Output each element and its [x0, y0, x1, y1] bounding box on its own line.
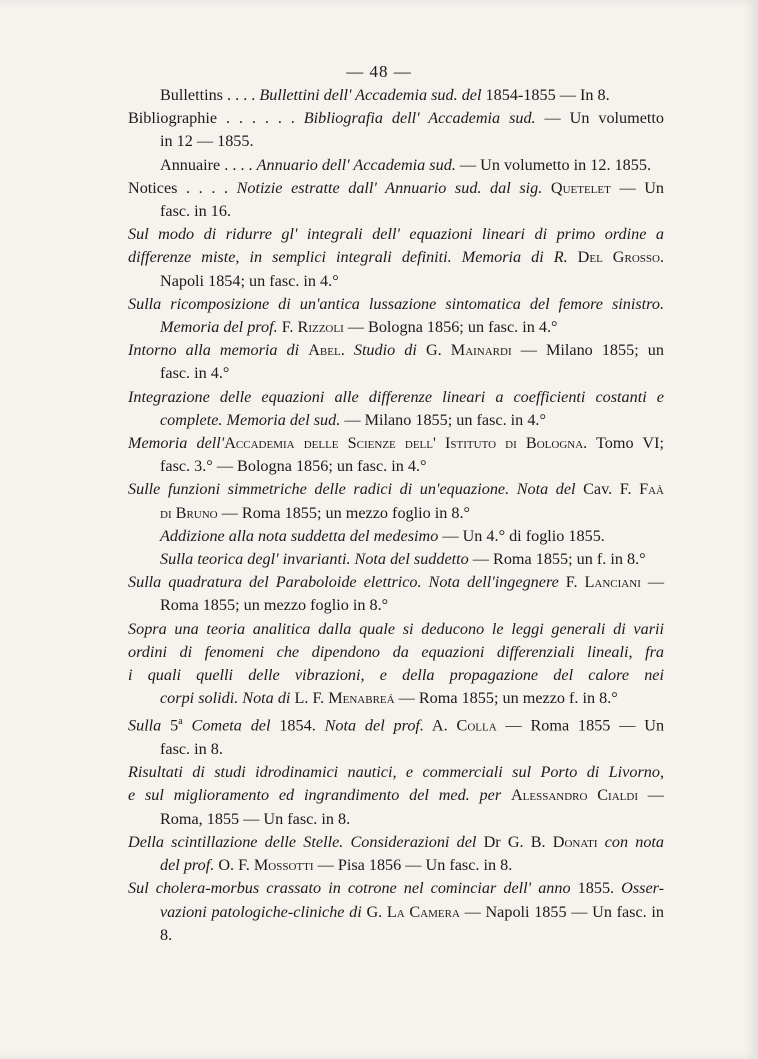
- entry-line: [128, 107, 665, 130]
- entry-text: Annuaire . . . .: [160, 155, 257, 174]
- entry-line: [128, 664, 664, 687]
- entry-line: [160, 154, 664, 177]
- entry-text: — Roma 1855; un mezzo foglio in 8.°: [217, 503, 471, 522]
- italic-text: Sulle funzioni simmetriche delle radici di un'equazione. Nota del: [128, 480, 576, 499]
- italic-text: Intorno alla memoria di: [128, 341, 300, 360]
- publication-entry: [128, 177, 664, 223]
- entry-text: — Pisa 1856 — Un fasc. in 8.: [313, 856, 513, 875]
- entry-text: — Un volumetto in 12. 1855.: [455, 155, 651, 174]
- italic-text: Nota del prof.: [324, 716, 424, 735]
- italic-text: e sul miglioramento ed ingrandimento del med. per: [128, 786, 502, 805]
- entry-line: [160, 548, 664, 571]
- entry-text: [568, 248, 578, 266]
- italic-text: Sulla: [128, 716, 162, 735]
- publication-entry: [128, 548, 664, 571]
- entry-line: [128, 571, 665, 594]
- entry-text: 5: [161, 716, 179, 735]
- entry-text: — Roma 1855 — Un: [496, 716, 665, 735]
- italic-text: Sul modo di ridurre gl' integrali dell' equazioni lineari di primo ordine a: [128, 225, 664, 244]
- entry-text: Napoli 1854; un fasc. in 4.°: [160, 271, 339, 290]
- entry-text: Tomo VI;: [587, 434, 664, 453]
- publication-entry: [128, 618, 664, 711]
- author-name: Abel.: [308, 341, 345, 360]
- italic-text: Sulla ricomposizione di un'antica lussazione sintomatica del femore sinistro.: [128, 294, 664, 313]
- entry-line: [160, 84, 664, 107]
- entry-text: — Milano 1855; un: [511, 341, 664, 360]
- italic-text: Notizie estratte dall' Annuario sud. dal sig.: [236, 178, 543, 197]
- italic-text: Cometa del: [191, 716, 271, 735]
- entry-text: Bullettins . . . .: [160, 86, 260, 104]
- italic-text: Sopra una teoria analitica dalla quale si deducono le leggi generali di varii: [128, 619, 664, 638]
- publication-entry: [128, 293, 664, 339]
- italic-text: Addizione alla nota suddetta del medesimo: [160, 526, 439, 545]
- entry-text: [501, 786, 511, 804]
- entry-line: [128, 339, 664, 362]
- italic-text: Della scintillazione delle Stelle. Considerazioni del: [128, 832, 477, 851]
- entry-text: — Bologna 1856; un fasc. in 4.°: [343, 318, 558, 337]
- entry-line: [160, 687, 664, 710]
- entry-text: a: [178, 716, 183, 728]
- entry-text: [299, 341, 308, 359]
- italic-text: Memoria dell': [128, 434, 225, 453]
- entry-line: [128, 761, 664, 784]
- author-name: Accademia delle Scienze dell' Istituto di Bologna.: [224, 434, 588, 453]
- entry-text: — Roma 1855; un mezzo f. in 8.°: [394, 689, 618, 708]
- publication-entry: [128, 84, 664, 107]
- italic-text: i quali quelli delle vibrazioni, e della propagazione del calore nei: [128, 666, 664, 685]
- entry-line: [160, 502, 664, 525]
- publication-list: [128, 84, 664, 947]
- author-name: Quetelet: [550, 178, 611, 197]
- italic-text: Sulla teorica degl' invarianti. Nota del suddetto: [160, 550, 469, 569]
- italic-text: ordini di fenomeni che dipendono da equazioni differenziali lineali, fra: [128, 642, 664, 661]
- entry-line: [128, 478, 664, 501]
- author-name: Lanciani: [584, 573, 641, 592]
- author-name: Faà: [639, 480, 664, 499]
- italic-text: Studio di: [353, 341, 417, 360]
- entry-line: [128, 877, 665, 900]
- entry-text: — Un 4.° di foglio 1855.: [438, 526, 605, 545]
- italic-text: Integrazione delle equazioni alle differenze lineari a coefficienti costanti e: [128, 387, 664, 406]
- publication-entry: [128, 432, 664, 478]
- entry-text: fasc. in 4.°: [160, 364, 230, 383]
- author-name: Menabreá: [328, 689, 395, 708]
- entry-line: [128, 618, 664, 641]
- entry-text: A.: [423, 716, 457, 735]
- entry-line: [160, 808, 664, 831]
- entry-text: fasc. 3.° — Bologna 1856; un fasc. in 4.°: [160, 457, 427, 476]
- entry-line: [160, 270, 664, 293]
- italic-text: Memoria del prof.: [160, 318, 278, 337]
- entry-text: [345, 341, 354, 359]
- entry-line: [128, 641, 664, 664]
- entry-text: 1855.: [570, 879, 622, 898]
- publication-entry: [128, 761, 664, 831]
- entry-line: [160, 362, 664, 385]
- italic-text: Bullettini dell' Accademia sud. del: [259, 86, 482, 104]
- entry-line: [128, 246, 664, 269]
- entry-text: — Milano 1855; un fasc. in 4.°: [340, 410, 546, 429]
- publication-entry: [128, 710, 664, 761]
- italic-text: vazioni patologiche-cliniche di: [160, 902, 362, 921]
- italic-text: Sulla quadratura del Paraboloide elettrico. Nota dell'ingegnere: [128, 573, 559, 592]
- entry-line: [160, 409, 664, 432]
- entry-text: G.: [361, 902, 387, 921]
- entry-line: [160, 200, 664, 223]
- entry-text: in 12 — 1855.: [160, 132, 254, 151]
- entry-text: F.: [558, 573, 585, 592]
- entry-text: G.: [416, 341, 451, 360]
- publication-entry: [128, 478, 664, 524]
- publication-entry: [128, 154, 664, 177]
- entry-text: 1854-1855 — In 8.: [481, 86, 610, 104]
- entry-line: [128, 784, 664, 807]
- entry-text: fasc. in 8.: [160, 740, 223, 759]
- entry-text: Dr G. B.: [476, 832, 553, 851]
- entry-text: O. F.: [214, 856, 254, 875]
- entry-line: [160, 525, 664, 548]
- author-name: Mainardi: [450, 341, 512, 360]
- italic-text: con nota: [604, 832, 665, 851]
- publication-entry: [128, 525, 664, 548]
- entry-line: [128, 293, 664, 316]
- entry-text: F.: [277, 318, 298, 337]
- entry-text: fasc. in 16.: [160, 202, 232, 221]
- author-name: Alessandro Cialdi: [510, 786, 638, 805]
- entry-text: L. F.: [290, 689, 329, 708]
- publication-entry: [128, 831, 664, 877]
- italic-text: Osser-: [621, 879, 665, 898]
- publication-entry: [128, 339, 664, 385]
- author-name: Colla: [456, 716, 497, 735]
- publication-entry: [128, 107, 664, 153]
- entry-text: [597, 833, 604, 851]
- italic-text: Bibliografia dell' Accademia sud.: [303, 109, 536, 128]
- entry-text: — Un volumetto: [535, 109, 665, 128]
- author-name: Mossotti: [253, 856, 314, 875]
- entry-text: Bibliographie . . . . . .: [128, 109, 304, 128]
- page-number: — 48 —: [346, 62, 412, 81]
- italic-text: Sul cholera-morbus crassato in cotrone nel cominciar dell' anno: [128, 879, 571, 898]
- italic-text: complete. Memoria del sud.: [160, 410, 341, 429]
- author-name: Donati: [552, 832, 598, 851]
- publication-entry: [128, 386, 664, 432]
- entry-line: [160, 316, 664, 339]
- entry-line: [128, 710, 665, 738]
- italic-text: Annuario dell' Accademia sud.: [256, 155, 456, 174]
- entry-line: [128, 177, 665, 200]
- entry-text: [183, 717, 192, 735]
- entry-line: [160, 594, 664, 617]
- publication-entry: [128, 223, 664, 293]
- italic-text: differenze miste, in semplici integrali definiti. Memoria di R.: [128, 248, 568, 267]
- entry-text: —: [640, 573, 665, 592]
- entry-line: [160, 901, 664, 947]
- author-name: Del Grosso.: [577, 248, 664, 267]
- entry-text: Notices . . . .: [128, 178, 237, 197]
- author-name: di Bruno: [160, 503, 218, 522]
- entry-text: Cav. F.: [575, 480, 640, 499]
- author-name: La Camera: [386, 902, 460, 921]
- entry-text: Roma 1855; un mezzo foglio in 8.°: [160, 596, 389, 615]
- entry-text: — Napoli 1855 — Un fasc. in 8.: [160, 902, 664, 944]
- publication-entry: [128, 877, 664, 947]
- entry-line: [160, 130, 664, 153]
- entry-line: [160, 455, 664, 478]
- entry-text: [542, 179, 551, 197]
- entry-line: [128, 831, 665, 854]
- entry-text: Roma, 1855 — Un fasc. in 8.: [160, 809, 351, 828]
- entry-line: [160, 854, 664, 877]
- italic-text: del prof.: [160, 856, 215, 875]
- entry-line: [128, 223, 664, 246]
- entry-line: [160, 738, 664, 761]
- publication-entry: [128, 571, 664, 617]
- entry-line: [128, 386, 664, 409]
- author-name: Rizzoli: [297, 318, 344, 337]
- entry-text: —: [637, 786, 664, 805]
- italic-text: Risultati di studi idrodinamici nautici, e commerciali sul Porto di Livorno,: [128, 763, 664, 782]
- italic-text: corpi solidi. Nota di: [160, 689, 291, 708]
- entry-text: — Un: [610, 178, 665, 197]
- entry-line: [128, 432, 664, 455]
- entry-text: — Roma 1855; un f. in 8.°: [468, 550, 646, 569]
- entry-text: 1854.: [270, 716, 325, 735]
